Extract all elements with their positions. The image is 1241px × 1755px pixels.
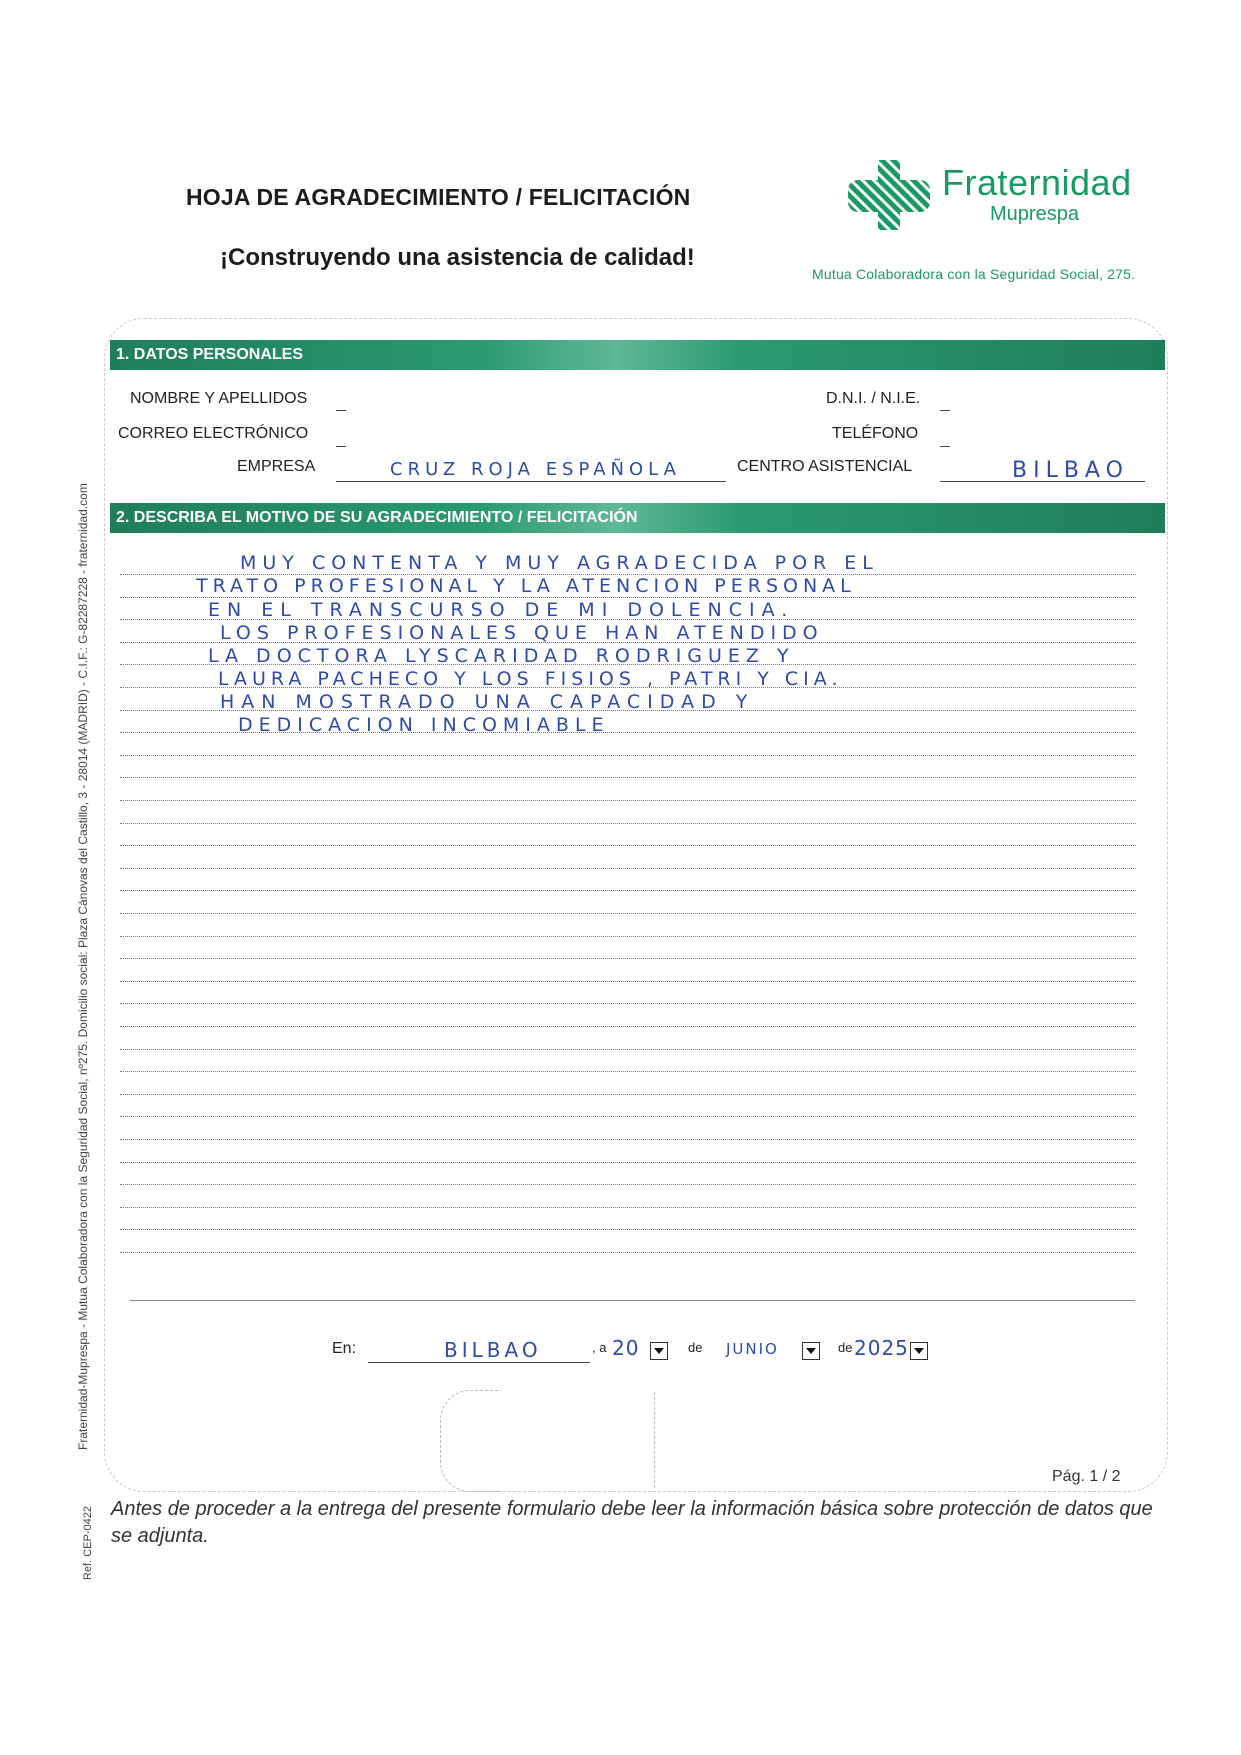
handwritten-line: LA DOCTORA LYSCARIDAD RODRIGUEZ Y [208, 645, 795, 667]
ruled-line [120, 845, 1136, 846]
handwritten-line: LAURA PACHECO Y LOS FISIOS , PATRI Y CIA. [218, 668, 843, 690]
empresa-value: CRUZ ROJA ESPAÑOLA [390, 459, 681, 480]
ruled-line [120, 1049, 1136, 1050]
ruled-line [120, 1139, 1136, 1140]
ruled-line [120, 800, 1136, 801]
ruled-line [120, 868, 1136, 869]
signature-area-divider [654, 1392, 655, 1488]
ruled-line [120, 913, 1136, 914]
telefono-field[interactable] [940, 446, 950, 447]
ruled-line [120, 981, 1136, 982]
ruled-line [120, 936, 1136, 937]
en-label: En: [332, 1340, 357, 1357]
a-label: , a [592, 1340, 607, 1355]
ruled-line [120, 1162, 1136, 1163]
ruled-line [120, 1207, 1136, 1208]
empresa-label: EMPRESA [237, 458, 316, 475]
ruled-line [120, 1184, 1136, 1185]
dni-field[interactable] [940, 410, 950, 411]
dni-label: D.N.I. / N.I.E. [826, 390, 921, 407]
form-subtitle: ¡Construyendo una asistencia de calidad! [220, 244, 695, 271]
handwritten-line: DEDICACION INCOMIABLE [238, 714, 610, 736]
section-reason-header: 2. DESCRIBA EL MOTIVO DE SU AGRADECIMIENTO / FELICITACIÓN [110, 503, 1165, 533]
page-number: Pág. 1 / 2 [1052, 1468, 1121, 1485]
place-value: BILBAO [444, 1338, 542, 1362]
form-title: HOJA DE AGRADECIMIENTO / FELICITACIÓN [186, 184, 691, 210]
mutua-tagline: Mutua Colaboradora con la Seguridad Social, 275. [812, 266, 1136, 282]
ruled-line [120, 890, 1136, 891]
fraternidad-logo-icon [838, 158, 938, 232]
centro-value: BILBAO [1012, 458, 1129, 483]
form-frame [104, 318, 1168, 1492]
section-end-line [130, 1300, 1135, 1301]
ruled-line [120, 1003, 1136, 1004]
day-dropdown-icon[interactable] [650, 1342, 668, 1360]
handwritten-line: TRATO PROFESIONAL Y LA ATENCION PERSONAL [196, 575, 856, 597]
ruled-line [120, 1229, 1136, 1230]
ruled-line [120, 1252, 1136, 1253]
de-label-1: de [688, 1340, 703, 1355]
month-value[interactable]: JUNIO [726, 1340, 779, 1358]
ruled-line [120, 1071, 1136, 1072]
ruled-line [120, 823, 1136, 824]
de-label-2: de [838, 1340, 853, 1355]
handwritten-line: MUY CONTENTA Y MUY AGRADECIDA POR EL [240, 552, 879, 574]
ruled-line [120, 958, 1136, 959]
handwritten-line: EN EL TRANSCURSO DE MI DOLENCIA. [208, 599, 795, 621]
signature-area[interactable] [440, 1390, 501, 1492]
ruled-line [120, 1116, 1136, 1117]
centro-label: CENTRO ASISTENCIAL [737, 458, 913, 475]
data-protection-notice: Antes de proceder a la entrega del presente formulario debe leer la información básica sobre protección de datos que se adjunta. [111, 1498, 1153, 1547]
month-dropdown-icon[interactable] [802, 1342, 820, 1360]
nombre-field[interactable] [336, 410, 346, 411]
day-value[interactable]: 20 [612, 1336, 640, 1360]
ruled-line [120, 755, 1136, 756]
year-dropdown-icon[interactable] [910, 1342, 928, 1360]
handwritten-line: LOS PROFESIONALES QUE HAN ATENDIDO [220, 622, 824, 644]
legal-vertical-text: Fraternidad-Muprespa - Mutua Colaboradora con la Seguridad Social, nº275. Domicilio social: Plaza Cánovas del Castillo, 3 - 28014 (MADRID) - C.I.F.: G-82287228 - fraternidad.com [76, 483, 90, 1450]
reference-code: Ref. CEP-0422 [82, 1506, 94, 1580]
correo-label: CORREO ELECTRÓNICO [118, 425, 309, 442]
year-value[interactable]: 2025 [854, 1336, 909, 1360]
telefono-label: TELÉFONO [832, 425, 919, 442]
ruled-line [120, 777, 1136, 778]
brand-subname: Muprespa [990, 203, 1079, 225]
brand-name: Fraternidad [942, 162, 1132, 203]
handwritten-line: HAN MOSTRADO UNA CAPACIDAD Y [220, 691, 755, 713]
ruled-line [120, 1094, 1136, 1095]
nombre-label: NOMBRE Y APELLIDOS [130, 390, 308, 407]
empresa-field[interactable] [336, 481, 726, 482]
place-field[interactable] [368, 1362, 590, 1363]
section-personal-data-header: 1. DATOS PERSONALES [110, 340, 1165, 370]
ruled-line [120, 1026, 1136, 1027]
correo-field[interactable] [336, 446, 346, 447]
